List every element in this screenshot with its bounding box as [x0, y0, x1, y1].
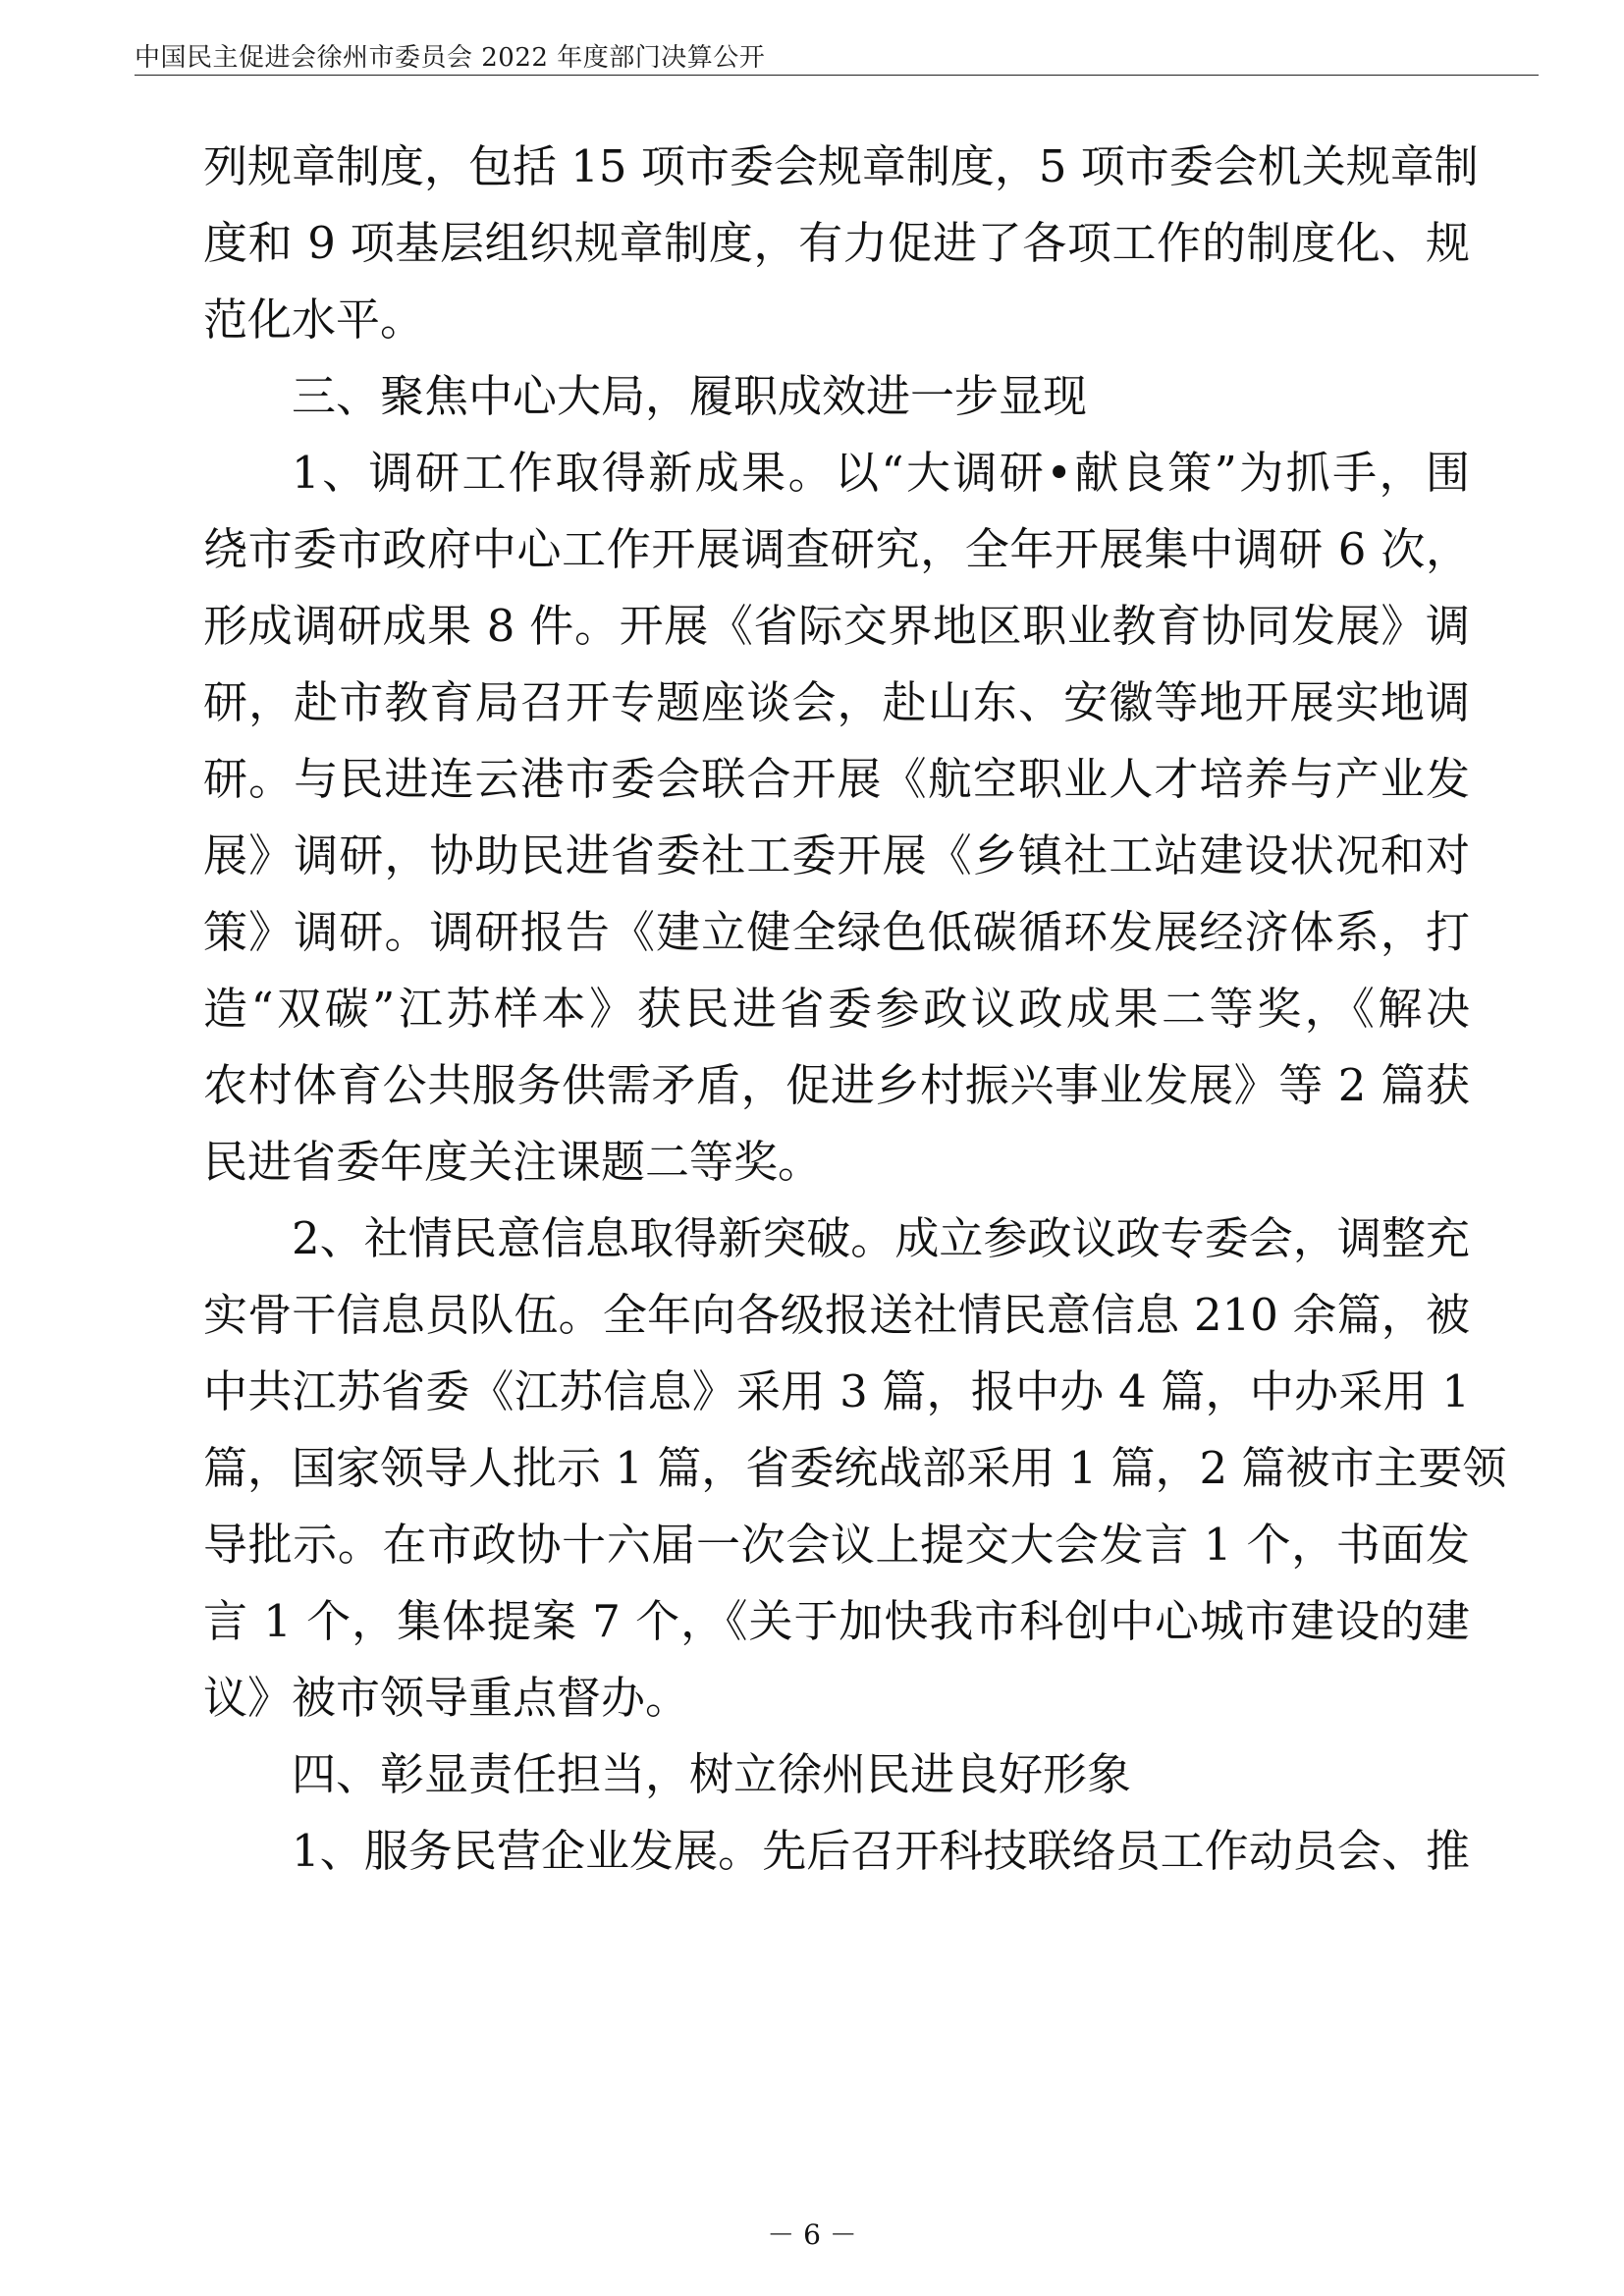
body-line: 列规章制度，包括 15 项市委会规章制度，5 项市委会机关规章制 — [203, 140, 1479, 192]
paragraph-start: 2、社情民意信息取得新突破。成立参政议政专委会，调整充 — [292, 1212, 1470, 1264]
body-line: 形成调研成果 8 件。开展《省际交界地区职业教育协同发展》调 — [203, 600, 1470, 652]
body-line: 造“双碳”江苏样本》获民进省委参政议政成果二等奖，《解决 — [203, 983, 1470, 1035]
body-line: 策》调研。调研报告《建立健全绿色低碳循环发展经济体系，打 — [203, 906, 1470, 958]
running-header: 中国民主促进会徐州市委员会 2022 年度部门决算公开 — [135, 43, 766, 73]
section-heading: 三、聚焦中心大局，履职成效进一步显现 — [292, 370, 1088, 422]
body-line: 篇，国家领导人批示 1 篇，省委统战部采用 1 篇，2 篇被市主要领 — [203, 1442, 1507, 1494]
paragraph-start: 1、服务民营企业发展。先后召开科技联络员工作动员会、推 — [292, 1825, 1470, 1877]
page-number: － 6 － — [767, 2218, 857, 2251]
body-line: 研，赴市教育局召开专题座谈会，赴山东、安徽等地开展实地调 — [203, 676, 1470, 728]
body-line: 议》被市领导重点督办。 — [203, 1672, 690, 1724]
body-line: 言 1 个，集体提案 7 个，《关于加快我市科创中心城市建设的建 — [203, 1595, 1470, 1647]
section-heading: 四、彰显责任担当，树立徐州民进良好形象 — [292, 1748, 1132, 1800]
paragraph-start: 1、调研工作取得新成果。以“大调研•献良策”为抓手，围 — [292, 447, 1470, 499]
body-line: 民进省委年度关注课题二等奖。 — [203, 1136, 823, 1188]
body-line: 展》调研，协助民进省委社工委开展《乡镇社工站建设状况和对 — [203, 829, 1470, 881]
body-line: 绕市委市政府中心工作开展调查研究，全年开展集中调研 6 次， — [203, 523, 1470, 575]
body-line: 范化水平。 — [203, 294, 425, 346]
body-line: 实骨干信息员队伍。全年向各级报送社情民意信息 210 余篇，被 — [203, 1289, 1470, 1341]
body-line: 导批示。在市政协十六届一次会议上提交大会发言 1 个，书面发 — [203, 1519, 1470, 1571]
body-line: 农村体育公共服务供需矛盾，促进乡村振兴事业发展》等 2 篇获 — [203, 1059, 1470, 1111]
body-line: 中共江苏省委《江苏信息》采用 3 篇，报中办 4 篇，中办采用 1 — [203, 1365, 1470, 1417]
body-line: 研。与民进连云港市委会联合开展《航空职业人才培养与产业发 — [203, 753, 1470, 805]
body-line: 度和 9 项基层组织规章制度，有力促进了各项工作的制度化、规 — [203, 217, 1470, 269]
header-divider — [135, 75, 1539, 76]
